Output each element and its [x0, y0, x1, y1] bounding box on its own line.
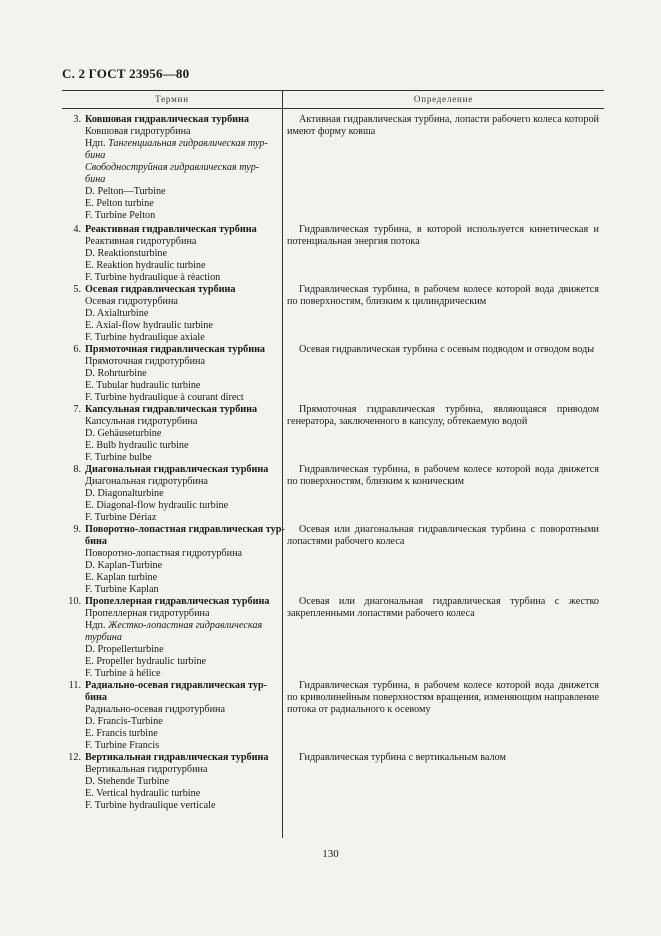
term-variant: D. Propellerturbine: [85, 644, 164, 655]
standard-term-text: Поворотно-лопастная гидравлическая тур-: [85, 524, 285, 535]
definition-text: Осевая или диагональная гидравлическая турбина с жестко закрепленными лопастями рабочего колеса: [287, 596, 599, 619]
term-block: [62, 680, 276, 752]
term-variant: Поворотно-лопастная гидротурбина: [85, 548, 243, 559]
definition-text: Прямоточная гидравлическая турбина, являющаяся приводом генератора, заключенного в капсулу, обтекаемую водой: [287, 404, 599, 427]
term-line: [62, 560, 276, 572]
term-block: [62, 114, 276, 222]
term-line: [62, 620, 276, 632]
deprecated-term: бина: [85, 174, 106, 185]
term-variant: D. Gehäuseturbine: [85, 428, 162, 439]
term-line: [62, 368, 276, 380]
definition-text: Осевая или диагональная гидравлическая турбина с поворотными лопастями рабочего колеса: [287, 524, 599, 547]
table-header-rule: [62, 108, 604, 109]
term-variant: F. Turbine Francis: [85, 740, 160, 751]
deprecated-term: Тангенциальная гидравлическая тур-: [108, 138, 268, 149]
term-line: [62, 656, 276, 668]
term-variant: E. Francis turbine: [85, 728, 158, 739]
standard-term-continuation: бина: [85, 692, 107, 703]
term-variant: F. Turbine hydraulique à courant direct: [85, 392, 244, 403]
term-variant: E. Axial-flow hydraulic turbine: [85, 320, 213, 331]
term-variant: D. Pelton—Turbine: [85, 186, 166, 197]
definition-text: Гидравлическая турбина, в рабочем колесе которой вода движется по поверхностям, близким к коническим: [287, 464, 599, 487]
term-line: [62, 356, 276, 368]
term-line: [62, 428, 276, 440]
column-header-term: Термин: [155, 94, 189, 104]
terms-table: [62, 90, 604, 838]
term-line: [62, 320, 276, 332]
standard-term: [62, 224, 276, 236]
term-line: [62, 416, 276, 428]
standard-term: [62, 344, 276, 356]
term-variant: E. Pelton turbine: [85, 198, 154, 209]
term-block: [62, 752, 276, 812]
standard-term-text: Вертикальная гидравлическая турбина: [85, 752, 269, 763]
standard-term: [62, 114, 276, 126]
term-line: [62, 392, 276, 404]
term-variant: Прямоточная гидротурбина: [85, 356, 206, 367]
term-variant: F. Turbine bulbe: [85, 452, 152, 463]
term-block: [62, 224, 276, 284]
term-block: [62, 284, 276, 344]
term-line: [62, 764, 276, 776]
standard-term: [62, 596, 276, 608]
term-block: [62, 404, 276, 464]
term-variant: E. Vertical hydraulic turbine: [85, 788, 201, 799]
deprecated-label: Ндп.: [85, 620, 109, 631]
term-number: 8.: [73, 464, 81, 475]
term-variant: E. Bulb hydraulic turbine: [85, 440, 189, 451]
term-variant: D. Reaktionsturbine: [85, 248, 168, 259]
standard-term-text: Капсульная гидравлическая турбина: [85, 404, 258, 415]
term-number: 5.: [73, 284, 81, 295]
term-variant: E. Propeller hydraulic turbine: [85, 656, 207, 667]
standard-term-text: Пропеллерная гидравлическая турбина: [85, 596, 270, 607]
term-variant: Пропеллерная гидротурбина: [85, 608, 210, 619]
term-line: [62, 740, 276, 752]
term-line: [62, 704, 276, 716]
term-line: [62, 210, 276, 222]
term-line: [62, 174, 276, 186]
term-line: [62, 644, 276, 656]
standard-term: [62, 404, 276, 416]
term-line: [62, 584, 276, 596]
term-variant: Реактивная гидротурбина: [85, 236, 197, 247]
table-top-rule: [62, 90, 604, 91]
term-line: [62, 150, 276, 162]
term-variant: F. Turbine Dériaz: [85, 512, 157, 523]
term-variant: E. Reaktion hydraulic turbine: [85, 260, 206, 271]
term-line: [62, 716, 276, 728]
standard-term-text: Ковшовая гидравлическая турбина: [85, 114, 250, 125]
term-variant: Вертикальная гидротурбина: [85, 764, 208, 775]
term-number: 4.: [73, 224, 81, 235]
term-number: 6.: [73, 344, 81, 355]
standard-term: [62, 284, 276, 296]
standard-term: [62, 464, 276, 476]
term-variant: D. Kaplan-Turbine: [85, 560, 163, 571]
term-line: [62, 198, 276, 210]
term-line: [62, 572, 276, 584]
term-block: [62, 344, 276, 404]
definition-text: Гидравлическая турбина с вертикальным валом: [299, 752, 506, 763]
term-line: [62, 162, 276, 174]
standard-term-text: Диагональная гидравлическая турбина: [85, 464, 269, 475]
term-line: [62, 548, 276, 560]
term-block: [62, 464, 276, 524]
term-line: [62, 788, 276, 800]
term-line: [62, 608, 276, 620]
deprecated-term: бина: [85, 150, 106, 161]
term-variant: F. Turbine hydraulique axiale: [85, 332, 205, 343]
definition-text: Активная гидравлическая турбина, лопасти рабочего колеса которой имеют форму ковша: [287, 114, 599, 137]
term-variant: D. Diagonalturbine: [85, 488, 164, 499]
term-line: [62, 728, 276, 740]
term-line: [62, 138, 276, 150]
deprecated-term: турбина: [85, 632, 122, 643]
term-variant: E. Tubular hudraulic turbine: [85, 380, 201, 391]
deprecated-label: Ндп.: [85, 138, 109, 149]
term-number: 3.: [73, 114, 81, 125]
term-variant: Радиально-осевая гидротурбина: [85, 704, 226, 715]
term-line: [62, 632, 276, 644]
term-line: [62, 452, 276, 464]
term-line: [62, 332, 276, 344]
term-number: 12.: [68, 752, 81, 763]
term-line: [62, 500, 276, 512]
term-line: [62, 296, 276, 308]
term-line: [62, 512, 276, 524]
term-variant: F. Turbine hydraulique à rèaction: [85, 272, 221, 283]
term-line: [62, 476, 276, 488]
term-variant: F. Turbine Pelton: [85, 210, 156, 221]
term-variant: D. Francis-Turbine: [85, 716, 163, 727]
term-number: 7.: [73, 404, 81, 415]
standard-term: [62, 524, 285, 536]
deprecated-term: Жестко-лопастная гидравлическая: [108, 620, 263, 631]
term-variant: Диагональная гидротурбина: [85, 476, 208, 487]
term-line: [62, 776, 276, 788]
term-line: [62, 440, 276, 452]
term-variant: Осевая гидротурбина: [85, 296, 178, 307]
term-line: [62, 260, 276, 272]
term-variant: F. Turbine Kaplan: [85, 584, 159, 595]
standard-term: [62, 752, 276, 764]
standard-term-text: Радиально-осевая гидравлическая тур-: [85, 680, 268, 691]
term-variant: E. Kaplan turbine: [85, 572, 158, 583]
page-header: С. 2 ГОСТ 23956—80: [62, 66, 190, 81]
term-line: [62, 248, 276, 260]
standard-term-text: Осевая гидравлическая турбина: [85, 284, 236, 295]
page-number: 130: [322, 848, 339, 860]
term-line: [62, 668, 276, 680]
definition-text: Гидравлическая турбина, в которой используется кинетическая и потенциальная энергия потока: [287, 224, 599, 247]
column-header-definition: Определение: [413, 94, 474, 104]
table-column-divider: [282, 90, 283, 838]
standard-term-continuation: бина: [85, 536, 107, 547]
standard-term: [62, 680, 276, 692]
term-variant: D. Rohrturbine: [85, 368, 147, 379]
term-variant: D. Stehende Turbine: [85, 776, 170, 787]
term-line: [62, 380, 276, 392]
term-line: [62, 236, 276, 248]
term-line: [62, 186, 276, 198]
term-variant: E. Diagonal-flow hydraulic turbine: [85, 500, 229, 511]
term-line: [62, 308, 276, 320]
term-variant: Капсульная гидротурбина: [85, 416, 198, 427]
term-line: [62, 800, 276, 812]
term-variant: F. Turbine hydraulique verticale: [85, 800, 216, 811]
term-line: [62, 272, 276, 284]
term-block: [62, 524, 285, 596]
term-variant: D. Axialturbine: [85, 308, 149, 319]
standard-term-text: Реактивная гидравлическая турбина: [85, 224, 257, 235]
deprecated-term: Свободноструйная гидравлическая тур-: [85, 162, 260, 173]
term-number: 9.: [73, 524, 81, 535]
term-variant: F. Turbine à hélice: [85, 668, 161, 679]
standard-term-text: Прямоточная гидравлическая турбина: [85, 344, 266, 355]
term-number: 11.: [68, 680, 81, 691]
definition-text: Гидравлическая турбина, в рабочем колесе которой вода движется по поверхностям, близким к цилиндрическим: [287, 284, 599, 307]
term-block: [62, 596, 276, 680]
definition-text: Осевая гидравлическая турбина с осевым подводом и отводом воды: [299, 344, 595, 355]
term-line: [62, 488, 276, 500]
term-variant: Ковшовая гидротурбина: [85, 126, 191, 137]
definition-text: Гидравлическая турбина, в рабочем колесе которой вода движется по криволинейным поверхностям вращения, изменяющим направление потока от радиального к осевому: [287, 680, 599, 715]
term-line: [62, 126, 276, 138]
term-number: 10.: [68, 596, 81, 607]
